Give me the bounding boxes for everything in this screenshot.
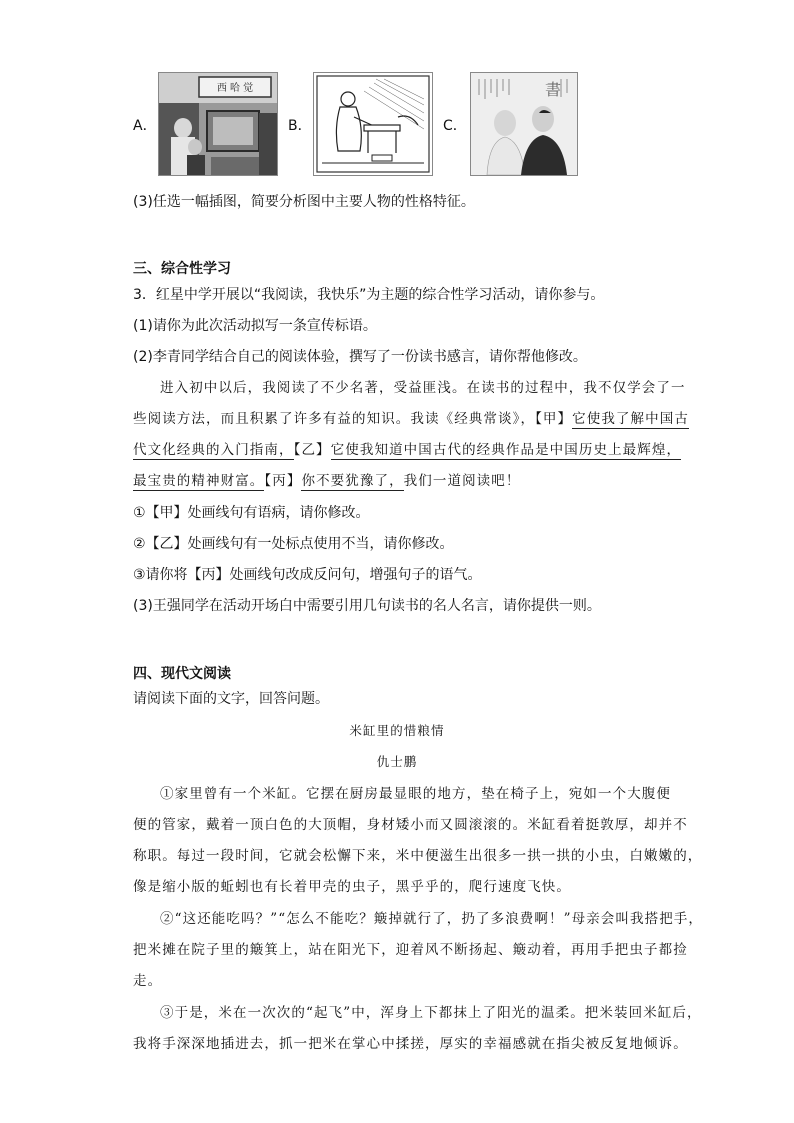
question-3-part-1: (1)请你为此次活动拟写一条宣传标语。 <box>133 318 377 334</box>
section-3-heading: 三、综合性学习 <box>133 261 231 277</box>
sign-text: 西 哈 觉 <box>216 83 254 94</box>
article-author: 仇士鹏 <box>376 754 418 769</box>
passage-line-4-rest: 我们一道阅读吧！ <box>403 473 521 489</box>
passage-line-3 <box>133 440 681 460</box>
question-3-part-2: (2)李青同学结合自己的阅读体验，撰写了一份读书感言，请你帮他修改。 <box>133 349 587 365</box>
underlined-yi-part-1: 它使我知道中国古代的经典作品是中国历史上最辉煌， <box>330 442 682 458</box>
question-3-intro: 3．红星中学开展以“我阅读，我快乐”为主题的综合性学习活动，请你参与。 <box>133 287 605 303</box>
paragraph-2-line-3: 走。 <box>133 973 163 989</box>
underlined-jia-part-1: 它使我了解中国古 <box>572 411 689 427</box>
paragraph-1-line-1: ①家里曾有一个米缸。它摆在厨房最显眼的地方，垫在椅子上，宛如一个大腹便 <box>160 786 671 802</box>
calligraphy-text: 書 <box>545 80 562 99</box>
underlined-jia-part-2: 代文化经典的入门指南， <box>133 442 294 458</box>
paragraph-2-line-1: ②“这还能吃吗？”“怎么不能吃？簸掉就行了，扔了多浪费啊！”母亲会叫我搭把手， <box>160 911 704 927</box>
paragraph-1-line-3: 称职。每过一段时间，它就会松懈下来，米中便滋生出很多一拱一拱的小虫，白嫩嫩的， <box>133 848 703 864</box>
passage-line-4 <box>133 471 520 491</box>
paragraph-1-line-4: 像是缩小版的蚯蚓也有长着甲壳的虫子，黑乎乎的，爬行速度飞快。 <box>133 879 571 895</box>
paragraph-3-line-1: ③于是，米在一次次的“起飞”中，浑身上下都抹上了阳光的温柔。把米装回米缸后， <box>160 1005 702 1021</box>
section-4-heading: 四、现代文阅读 <box>133 666 231 682</box>
question-3-sub3: (3)任选一幅插图，简要分析图中主要人物的性格特征。 <box>133 194 475 210</box>
passage-line-1: 进入初中以后，我阅读了不少名著，受益匪浅。在读书的过程中，我不仅学会了一 <box>160 380 686 396</box>
two-figures-portrait-image <box>471 73 577 175</box>
option-a-label: A． <box>133 118 157 134</box>
passage-line-2-text: 些阅读方法，而且积累了许多有益的知识。我读《经典常谈》， <box>133 411 536 427</box>
option-c-label: C． <box>443 118 467 134</box>
option-a-image <box>158 72 278 176</box>
mark-jia: 【甲】 <box>535 411 573 427</box>
option-c-image <box>470 72 578 176</box>
section-4-instruction: 请阅读下面的文字，回答问题。 <box>133 691 329 707</box>
task-item-3: ③请你将【丙】处画线句改成反问句，增强句子的语气。 <box>133 567 482 583</box>
paragraph-3-line-2: 我将手深深地插进去，抓一把米在掌心中揉搓，厚实的幸福感就在指尖被反复地倾诉。 <box>133 1036 688 1052</box>
passage-line-2 <box>133 409 689 429</box>
mark-bing: 【丙】 <box>264 473 302 489</box>
option-b-image <box>313 72 433 176</box>
question-3-part-3: (3)王强同学在活动开场白中需要引用几句读书的名人名言，请你提供一则。 <box>133 598 601 614</box>
underlined-yi-part-2: 最宝贵的精神财富。 <box>133 473 265 489</box>
task-item-1: ①【甲】处画线句有语病，请你修改。 <box>133 505 370 521</box>
option-b-label: B． <box>288 118 312 134</box>
ancient-shop-scene-image <box>159 73 277 175</box>
article-title: 米缸里的惜粮情 <box>349 723 445 738</box>
underlined-bing: 你不要犹豫了， <box>301 473 404 489</box>
mark-yi: 【乙】 <box>293 442 331 458</box>
paragraph-1-line-2: 便的管家，戴着一顶白色的大顶帽，身材矮小而又圆滚滚的。米缸看着挺敦厚，却并不 <box>133 817 688 833</box>
task-item-2: ②【乙】处画线句有一处标点使用不当，请你修改。 <box>133 536 454 552</box>
ink-drawing-scholar-image <box>314 73 432 175</box>
paragraph-2-line-2: 把米摊在院子里的簸箕上，站在阳光下，迎着风不断扬起、簸动着，再用手把虫子都捡 <box>133 942 688 958</box>
